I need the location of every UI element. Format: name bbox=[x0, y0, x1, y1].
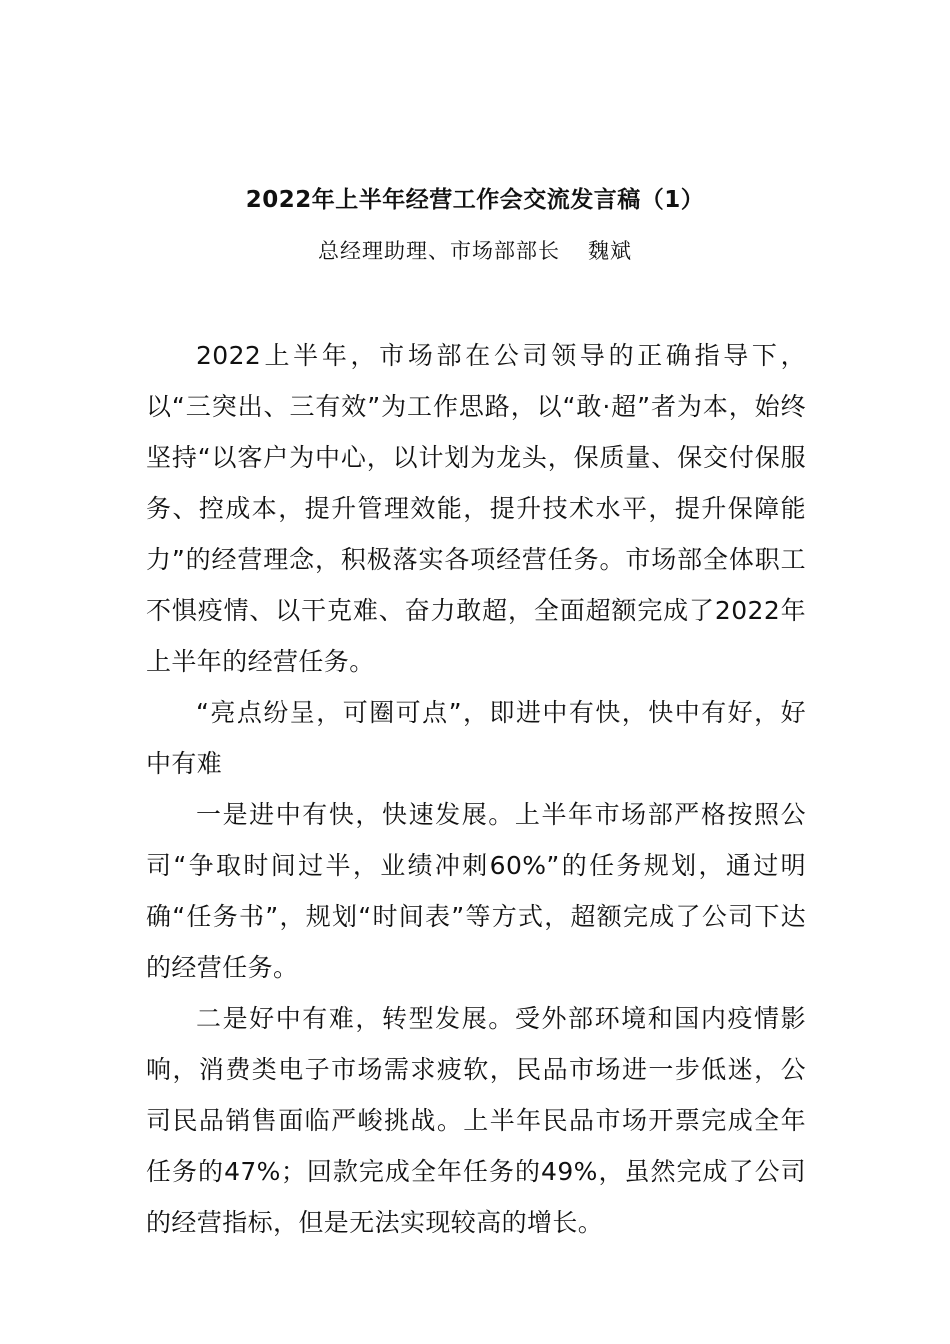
paragraph-intro: 2022上半年，市场部在公司领导的正确指导下，以“三突出、三有效”为工作思路，以“敢·超”者为本，始终坚持“以客户为中心，以计划为龙头，保质量、保交付保服务、控成本，提升管理效能，提升技术水平，提升保障能力”的经营理念，积极落实各项经营任务。市场部全体职工不惧疫情、以干克难、奋力敢超，全面超额完成了2022年上半年的经营任务。 bbox=[146, 341, 806, 676]
author-role: 总经理助理、市场部部长 bbox=[318, 239, 560, 263]
author-line bbox=[0, 231, 950, 271]
paragraph-point-one: 一是进中有快，快速发展。上半年市场部严格按照公司“争取时间过半，业绩冲刺60%”的任务规划，通过明确“任务书”，规划“时间表”等方式，超额完成了公司下达的经营任务。 bbox=[146, 800, 806, 982]
author-name: 魏斌 bbox=[588, 239, 632, 263]
document-title: 2022年上半年经营工作会交流发言稿（1） bbox=[245, 187, 705, 213]
paragraph-point-two: 二是好中有难，转型发展。受外部环境和国内疫情影响，消费类电子市场需求疲软，民品市场进一步低迷，公司民品销售面临严峻挑战。上半年民品市场开票完成全年任务的47%；回款完成全年任务的49%，虽然完成了公司的经营指标，但是无法实现较高的增长。 bbox=[146, 1004, 806, 1237]
document-body bbox=[146, 330, 806, 1248]
paragraph-highlights: “亮点纷呈，可圈可点”，即进中有快，快中有好，好中有难 bbox=[146, 698, 806, 778]
